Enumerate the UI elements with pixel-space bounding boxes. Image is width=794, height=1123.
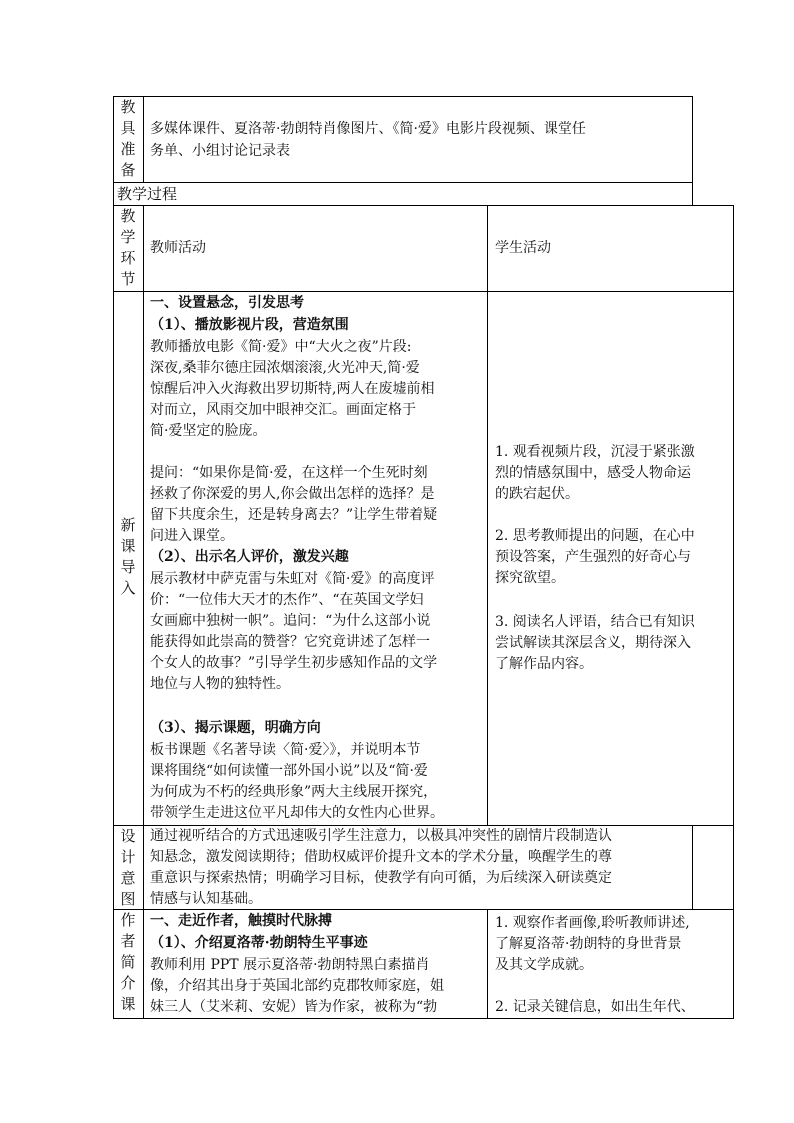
intro-paragraph-line: 地位与人物的独特性。 xyxy=(150,676,290,692)
student-activity-line: 探究欲望。 xyxy=(495,570,565,586)
grid-line xyxy=(733,205,734,1019)
intro-subheading: （3）、揭示课题，明确方向 xyxy=(150,720,321,736)
design-text-line: 知悬念，激发阅读期待；借助权威评价提升文本的学术分量，唤醒学生的尊 xyxy=(150,849,612,865)
grid-line xyxy=(113,1018,734,1019)
student-activity-line: 尝试解读其深层含义，期待深入 xyxy=(495,635,691,651)
author-subheading: （1）、介绍夏洛蒂·勃朗特生平事迹 xyxy=(150,935,368,951)
intro-paragraph-line: 个女人的故事？”引导学生初步感知作品的文学 xyxy=(150,655,438,671)
student-activity-line: 1. 观看视频片段，沉浸于紧张激 xyxy=(495,444,695,460)
grid-line xyxy=(113,291,734,292)
intro-paragraph-line: 价：“一位伟大天才的杰作”、“在英国文学妇 xyxy=(150,592,424,608)
intro-paragraph-line: 拯救了你深爱的男人,你会做出怎样的选择？是 xyxy=(150,486,435,502)
design-text-line: 通过视听结合的方式迅速吸引学生注意力，以极具冲突性的剧情片段制造认 xyxy=(150,828,612,844)
grid-line xyxy=(113,182,693,183)
intro-paragraph-line: 展示教材中萨克雷与朱虹对《简·爱》的高度评 xyxy=(150,571,435,587)
prep-text-line: 多媒体课件、夏洛蒂·勃朗特肖像图片、《简·爱》电影片段视频、课堂任 xyxy=(150,121,586,137)
student-activity-line: 的跌宕起伏。 xyxy=(495,486,579,502)
student-activity-header: 学生活动 xyxy=(495,240,551,256)
intro-heading: 一、设置悬念，引发思考 xyxy=(150,295,304,311)
intro-label: 新 课 导 入 xyxy=(120,516,136,597)
design-label: 设 计 意 图 xyxy=(120,827,136,908)
intro-paragraph-line: 问进入课堂。 xyxy=(150,528,234,544)
student-activity-line: 了解作品内容。 xyxy=(495,656,593,672)
intro-paragraph-line: 能获得如此崇高的赞誉？它究竟讲述了怎样一 xyxy=(150,634,430,650)
grid-line xyxy=(143,205,144,1019)
author-label: 作 者 简 介 课 xyxy=(120,911,136,1013)
intro-paragraph-line: 惊醒后冲入火海救出罗切斯特,两人在废墟前相 xyxy=(150,381,435,397)
grid-line xyxy=(113,96,693,97)
grid-line xyxy=(143,96,144,183)
intro-subheading: （1）、播放影视片段，营造氛围 xyxy=(150,317,349,333)
student-activity-line: 1. 观察作者画像,聆听教师讲述, xyxy=(495,915,690,931)
design-text-line: 重意识与探索热情；明确学习目标，使教学有向可循，为后续深入研读奠定 xyxy=(150,870,612,886)
prep-label: 教 具 准 备 xyxy=(120,98,136,179)
section-header-label: 教 学 环 节 xyxy=(120,207,136,288)
student-activity-line: 2. 记录关键信息，如出生年代、 xyxy=(495,999,695,1015)
author-paragraph-line: 妹三人（艾米莉、安妮）皆为作家，被称为“勃 xyxy=(150,999,438,1015)
intro-paragraph-line: 带领学生走进这位平凡却伟大的女性内心世界。 xyxy=(150,805,444,821)
grid-line xyxy=(113,205,734,206)
intro-paragraph-line: 女画廊中独树一帜”。追问：“为什么这部小说 xyxy=(150,613,431,629)
intro-paragraph-line: 板书课题《名著导读〈简·爱〉》，并说明本节 xyxy=(150,742,421,758)
design-text-line: 情感与认知基础。 xyxy=(150,891,262,907)
author-heading: 一、走近作者，触摸时代脉搏 xyxy=(150,913,332,929)
grid-line xyxy=(692,825,693,910)
teacher-activity-header: 教师活动 xyxy=(150,240,206,256)
intro-paragraph-line: 留下共度余生，还是转身离去？”让学生带着疑 xyxy=(150,507,438,523)
author-paragraph-line: 教师利用 PPT 展示夏洛蒂·勃朗特黑白素描肖 xyxy=(150,957,430,973)
grid-line xyxy=(487,205,488,826)
student-activity-line: 预设答案，产生强烈的好奇心与 xyxy=(495,549,691,565)
author-paragraph-line: 像，介绍其出身于英国北部约克郡牧师家庭，姐 xyxy=(150,978,444,994)
student-activity-line: 3. 阅读名人评语，结合已有知识 xyxy=(495,614,695,630)
grid-line xyxy=(692,96,693,206)
intro-subheading: （2）、出示名人评价，激发兴趣 xyxy=(150,549,349,565)
student-activity-line: 及其文学成就。 xyxy=(495,957,593,973)
student-activity-line: 2. 思考教师提出的问题，在心中 xyxy=(495,528,695,544)
intro-paragraph-line: 教师播放电影《简·爱》中“大火之夜”片段: xyxy=(150,339,412,355)
intro-paragraph-line: 深夜,桑菲尔德庄园浓烟滚滚,火光冲天,简·爱 xyxy=(150,360,420,376)
intro-paragraph-line: 提问：“如果你是简·爱，在这样一个生死时刻 xyxy=(150,465,428,481)
intro-paragraph-line: 简·爱坚定的脸庞。 xyxy=(150,423,267,439)
intro-paragraph-line: 课将围绕“如何读懂一部外国小说”以及“简·爱 xyxy=(150,763,428,779)
intro-paragraph-line: 为何成为不朽的经典形象”两大主线展开探究， xyxy=(150,784,438,800)
student-activity-line: 烈的情感氛围中，感受人物命运 xyxy=(495,465,691,481)
grid-line xyxy=(487,909,488,1019)
process-title: 教学过程 xyxy=(117,185,178,203)
prep-text-line: 务单、小组讨论记录表 xyxy=(150,143,290,159)
intro-paragraph-line: 对而立，风雨交加中眼神交汇。画面定格于 xyxy=(150,402,416,418)
student-activity-line: 了解夏洛蒂·勃朗特的身世背景 xyxy=(495,936,682,952)
